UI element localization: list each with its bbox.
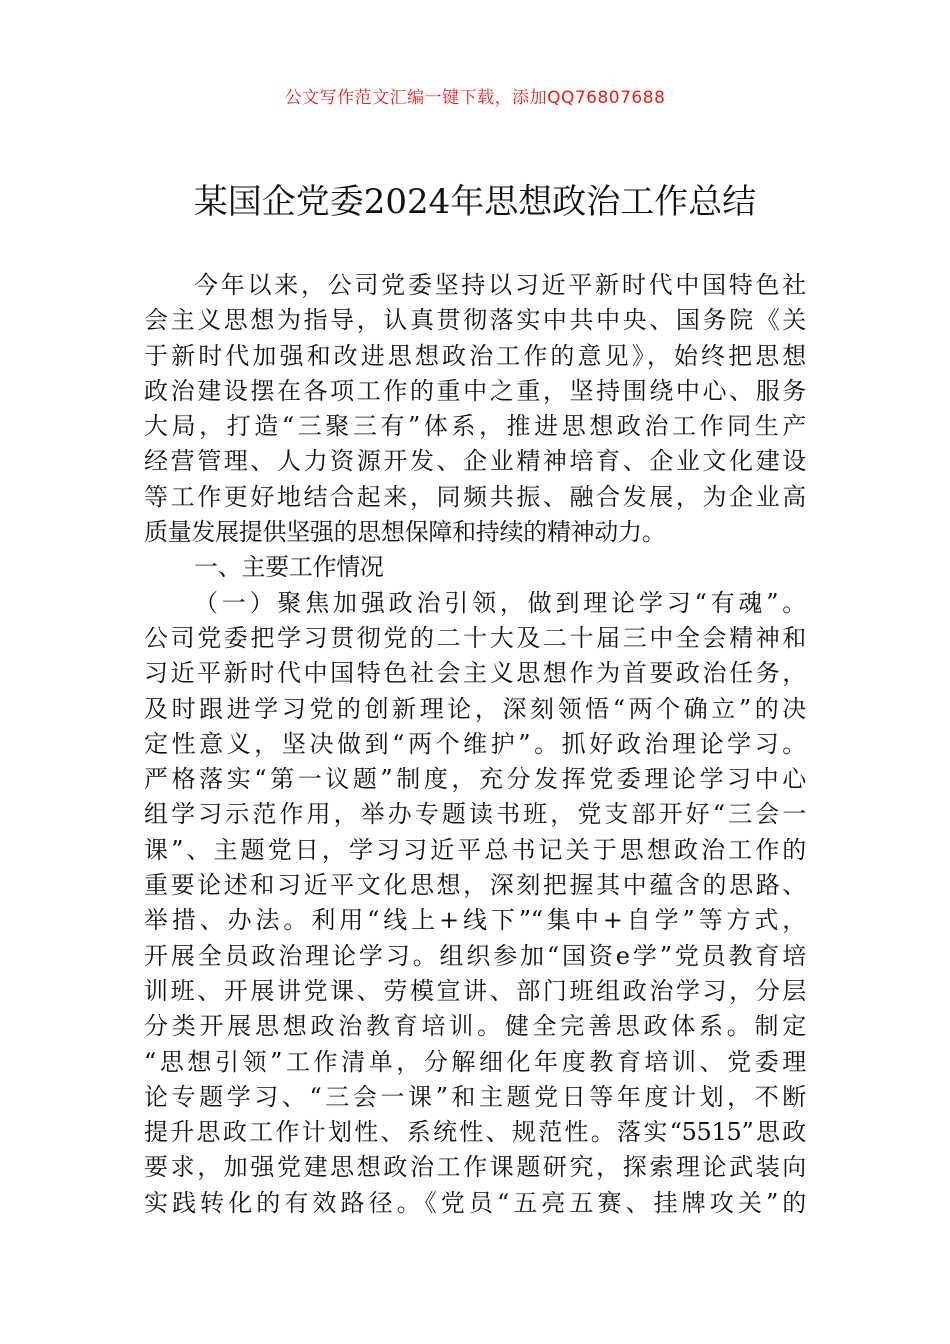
paragraph-line: “思想引领”工作清单，分解细化年度教育培训、党委理: [144, 1047, 806, 1076]
paragraph-line: 开展全员政治理论学习。组织参加“国资e学”党员教育培: [144, 941, 806, 970]
paragraph-line: 实践转化的有效路径。《党员“五亮五赛、挂牌攻关”的: [144, 1188, 806, 1217]
paragraph-line: 定性意义，坚决做到“两个维护”。抓好政治理论学习。: [144, 729, 806, 758]
paragraph-line: 于新时代加强和改进思想政治工作的意见》，始终把思想: [144, 341, 806, 370]
document-body: [144, 268, 806, 1221]
paragraph-line: 论专题学习、“三会一课”和主题党日等年度计划，不断: [144, 1082, 806, 1111]
paragraph-line: 会主义思想为指导，认真贯彻落实中共中央、国务院《关: [144, 306, 806, 335]
document-title: 某国企党委2024年思想政治工作总结: [193, 182, 757, 222]
paragraph-line: 提升思政工作计划性、系统性、规范性。落实“5515”思政: [144, 1118, 806, 1147]
subsection-heading: （一）聚焦加强政治引领，做到理论学习“有魂”。: [194, 588, 806, 617]
paragraph-line: 及时跟进学习党的创新理论，深刻领悟“两个确立”的决: [144, 694, 806, 723]
paragraph-line: 经营管理、人力资源开发、企业精神培育、企业文化建设: [144, 447, 806, 476]
paragraph-line: 公司党委把学习贯彻党的二十大及二十届三中全会精神和: [144, 623, 806, 652]
paragraph-line: 组学习示范作用，举办专题读书班，党支部开好“三会一: [144, 800, 806, 829]
paragraph-line: 要求，加强党建思想政治工作课题研究，探索理论武装向: [144, 1153, 806, 1182]
header-note: 公文写作范文汇编一键下载，添加QQ76807688: [284, 88, 666, 108]
paragraph-line: 习近平新时代中国特色社会主义思想作为首要政治任务，: [144, 659, 806, 688]
paragraph-line: 大局，打造“三聚三有”体系，推进思想政治工作同生产: [144, 412, 806, 441]
paragraph-line: 课”、主题党日，学习习近平总书记关于思想政治工作的: [144, 835, 806, 864]
paragraph-line: 举措、办法。利用“线上+线下”“集中+自学”等方式，: [144, 906, 806, 935]
paragraph-line: 政治建设摆在各项工作的重中之重，坚持围绕中心、服务: [144, 376, 806, 405]
paragraph-line: 重要论述和习近平文化思想，深刻把握其中蕴含的思路、: [144, 871, 806, 900]
paragraph-line: 今年以来，公司党委坚持以习近平新时代中国特色社: [194, 271, 806, 299]
paragraph-line: 等工作更好地结合起来，同频共振、融合发展，为企业高: [144, 482, 806, 511]
paragraph-line: 质量发展提供坚强的思想保障和持续的精神动力。: [144, 518, 666, 547]
paragraph-line: 训班、开展讲党课、劳模宣讲、部门班组政治学习，分层: [144, 976, 806, 1005]
section-heading: 一、主要工作情况: [194, 553, 384, 582]
paragraph-line: 分类开展思想政治教育培训。健全完善思政体系。制定: [144, 1012, 806, 1041]
paragraph-line: 严格落实“第一议题”制度，充分发挥党委理论学习中心: [144, 765, 806, 794]
